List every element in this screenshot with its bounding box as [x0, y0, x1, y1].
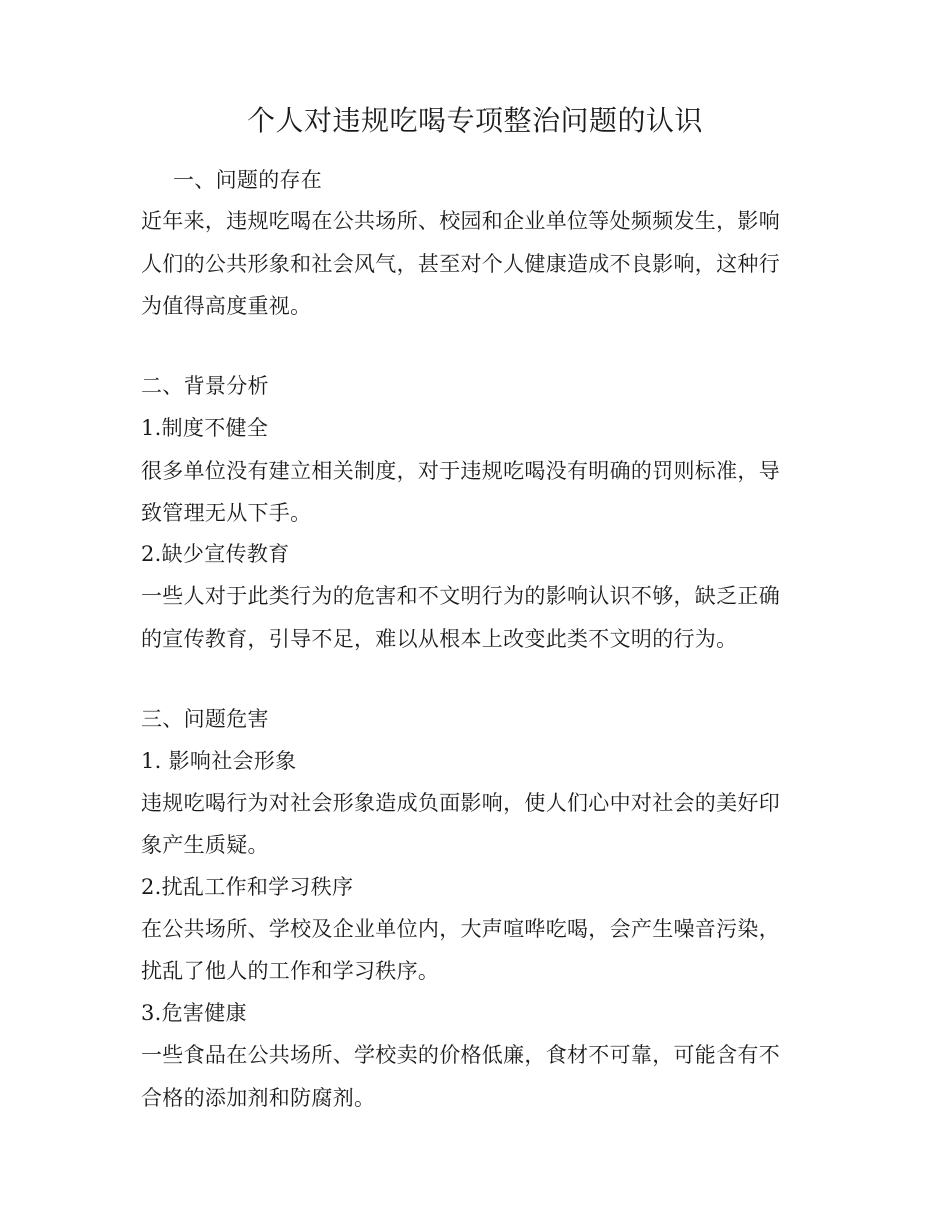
- paragraph-line: 象产生质疑。: [141, 833, 269, 857]
- paragraph-line: 的宣传教育，引导不足，难以从根本上改变此类不文明的行为。: [141, 627, 738, 651]
- subsection-heading: 3.危害健康: [141, 1001, 247, 1025]
- subsection-heading: 2.缺少宣传教育: [141, 542, 290, 566]
- paragraph-line: 一些食品在公共场所、学校卖的价格低廉，食材不可靠，可能含有不: [141, 1043, 780, 1067]
- subsection-heading: 1.制度不健全: [141, 416, 269, 440]
- paragraph-line: 一些人对于此类行为的危害和不文明行为的影响认识不够，缺乏正确: [141, 584, 780, 608]
- section-heading-2: 二、背景分析: [141, 374, 269, 398]
- paragraph-line: 致管理无从下手。: [141, 501, 312, 525]
- paragraph-line: 很多单位没有建立相关制度，对于违规吃喝没有明确的罚则标准，导: [141, 459, 780, 483]
- paragraph-line: 违规吃喝行为对社会形象造成负面影响，使人们心中对社会的美好印: [141, 791, 780, 815]
- paragraph-line: 为值得高度重视。: [141, 294, 312, 318]
- paragraph-line: 扰乱了他人的工作和学习秩序。: [141, 959, 440, 983]
- paragraph-line: 合格的添加剂和防腐剂。: [141, 1086, 376, 1110]
- section-heading-1: 一、问题的存在: [173, 168, 323, 192]
- paragraph-line: 在公共场所、学校及企业单位内，大声喧哗吃喝，会产生噪音污染，: [141, 917, 780, 941]
- paragraph-line: 近年来，违规吃喝在公共场所、校园和企业单位等处频频发生，影响: [141, 209, 780, 233]
- document-title: 个人对违规吃喝专项整治问题的认识: [246, 104, 703, 137]
- paragraph-line: 人们的公共形象和社会风气，甚至对个人健康造成不良影响，这种行: [141, 252, 780, 276]
- subsection-heading: 2.扰乱工作和学习秩序: [141, 875, 354, 899]
- section-heading-3: 三、问题危害: [141, 707, 269, 731]
- subsection-heading: 1. 影响社会形象: [141, 749, 297, 773]
